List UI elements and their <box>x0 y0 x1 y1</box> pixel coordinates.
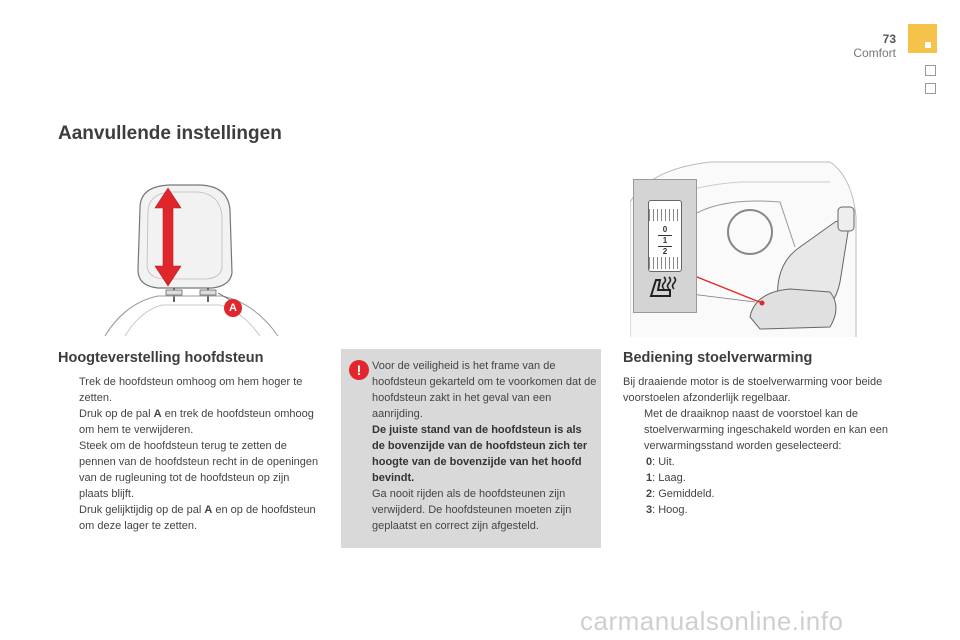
step-text: Steek om de hoofdsteun terug te zetten de pennen van de hoofdsteun recht in de openingen van de rugleuning tot de hoofdsteun op zijn plaats blijft. <box>79 440 319 500</box>
warning-text-bold: De juiste stand van de hoofdsteun is als de bovenzijde van de hoofdsteun zich ter hoogte van de bovenzijde van het hoofd bevindt. <box>372 424 588 484</box>
step-pal-label: A <box>153 408 162 420</box>
step-text: en trek de hoofdsteun omhoog om hem te verwijderen. <box>79 408 314 436</box>
setting-key: 3 <box>646 504 653 516</box>
setting-key: 0 <box>646 456 653 468</box>
setting-value: : Laag. <box>652 472 686 484</box>
step-text: Druk op de pal <box>79 408 154 420</box>
step-pal-label: A <box>204 504 213 516</box>
section-title: Comfort <box>853 46 896 60</box>
nav-square-1 <box>925 65 936 76</box>
page-title: Aanvullende instellingen <box>58 123 282 144</box>
step-text: Trek de hoofdsteun omhoog om hem hoger te zetten. <box>79 376 303 404</box>
heating-setting-item <box>646 470 893 486</box>
knob-grip-top <box>649 209 681 221</box>
safety-warning-box <box>341 349 601 548</box>
heating-steps-list <box>623 406 893 454</box>
heating-section-title: Bediening stoelverwarming <box>623 350 813 366</box>
setting-key: 2 <box>646 488 653 500</box>
heating-body <box>623 374 893 518</box>
heating-knob-inset <box>633 179 697 313</box>
heating-step <box>623 406 893 454</box>
step-text: Druk gelijktijdig op de pal <box>79 504 205 516</box>
headrest-steps-list <box>58 374 320 534</box>
step-text: en op de hoofdsteun om deze lager te zetten. <box>79 504 316 532</box>
headrest-illustration <box>100 178 285 336</box>
setting-value: : Uit. <box>652 456 675 468</box>
heating-settings-list <box>623 454 893 518</box>
knob-scale <box>658 225 672 257</box>
warning-text-outro: Ga nooit rijden als de hoofdsteunen zijn verwijderd. De hoofdsteunen moeten zijn geplaatst en correct zijn afgesteld. <box>372 488 572 532</box>
seat-heating-icon <box>648 274 682 300</box>
warning-icon: ! <box>349 360 369 380</box>
callout-a-badge: A <box>224 299 242 317</box>
headrest-step <box>58 406 320 438</box>
section-tab <box>908 24 937 53</box>
headrest-step <box>58 502 320 534</box>
heating-setting-item <box>646 502 893 518</box>
heating-setting-item <box>646 486 893 502</box>
heating-knob[interactable] <box>648 200 682 272</box>
headrest-step <box>58 438 320 502</box>
warning-text-intro: Voor de veiligheid is het frame van de hoofdsteun gekarteld om te voorkomen dat de hoofdsteun zakt in het geval van een aanrijding. <box>372 360 597 420</box>
knob-grip-bottom <box>649 257 681 269</box>
knob-label-1: 1 <box>658 236 672 247</box>
headrest-step <box>58 374 320 406</box>
nav-square-2 <box>925 83 936 94</box>
headrest-section-title: Hoogteverstelling hoofdsteun <box>58 350 264 366</box>
heating-step-text: Met de draaiknop naast de voorstoel kan de stoelverwarming ingeschakeld worden en kan een verwarmingsstand worden geselecteerd: <box>644 408 888 452</box>
knob-label-2: 2 <box>662 247 668 256</box>
tab-marker-icon <box>925 42 931 48</box>
setting-key: 1 <box>646 472 653 484</box>
warning-text <box>372 358 597 534</box>
knob-label-0: 0 <box>658 225 672 236</box>
watermark: carmanualsonline.info <box>580 606 844 636</box>
setting-value: : Hoog. <box>652 504 688 516</box>
setting-value: : Gemiddeld. <box>652 488 715 500</box>
heating-setting-item <box>646 454 893 470</box>
page-number: 73 <box>882 32 896 46</box>
heating-intro: Bij draaiende motor is de stoelverwarming voor beide voorstoelen afzonderlijk regelbaar. <box>623 376 883 404</box>
